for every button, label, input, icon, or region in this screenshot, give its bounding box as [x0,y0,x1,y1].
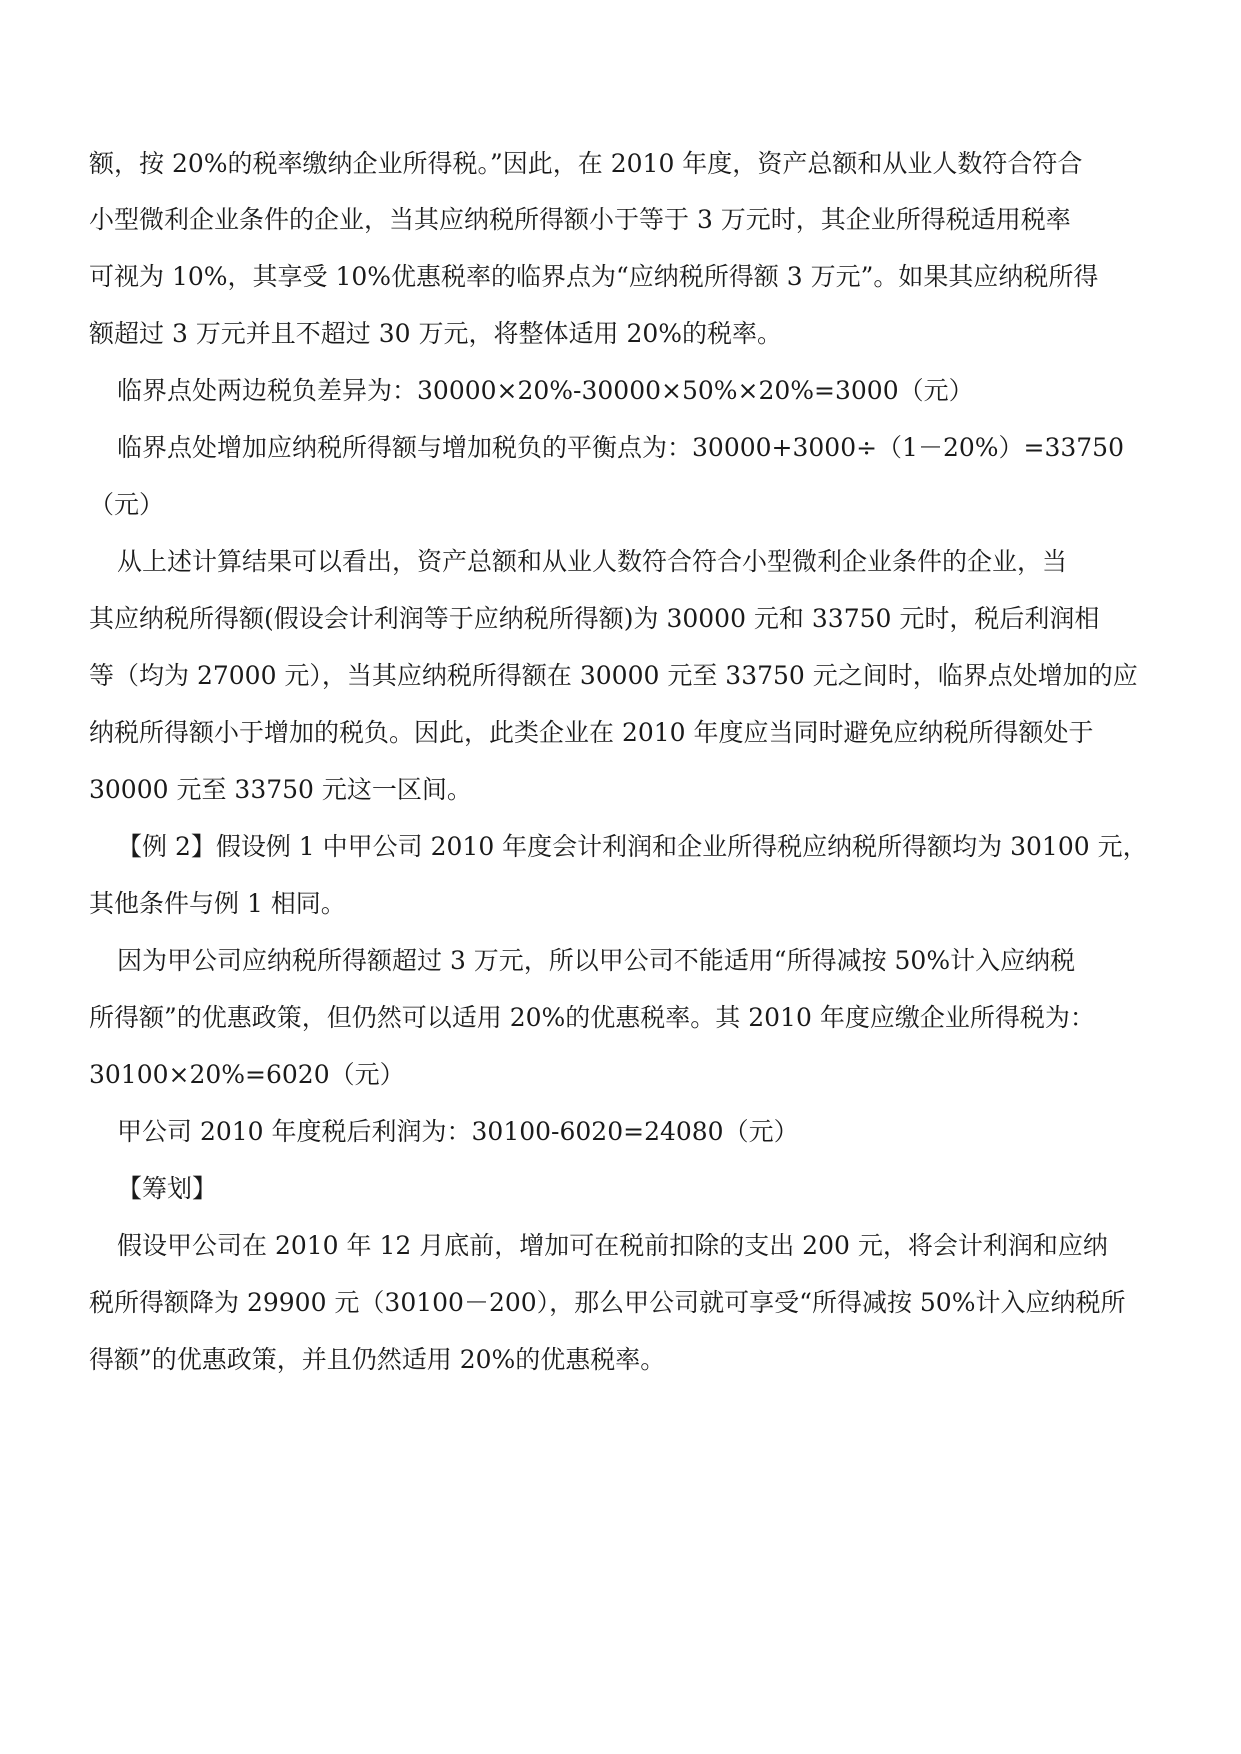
text-line: 从上述计算结果可以看出，资产总额和从业人数符合符合小型微利企业条件的企业，当 [117,547,1068,576]
text-line: 临界点处增加应纳税所得额与增加税负的平衡点为：30000+3000÷（1－20%）=33750 [117,433,1124,462]
text-line: 等（均为 27000 元），当其应纳税所得额在 30000 元至 33750 元之间时，临界点处增加的应 [89,661,1138,690]
text-line: 可视为 10%，其享受 10%优惠税率的临界点为“应纳税所得额 3 万元”。如果其应纳税所得 [89,262,1099,291]
text-line: 30000 元至 33750 元这一区间。 [89,775,472,804]
text-line: 税所得额降为 29900 元（30100－200），那么甲公司就可享受“所得减按 50%计入应纳税所 [89,1288,1126,1317]
text-line: 【例 2】假设例 1 中甲公司 2010 年度会计利润和企业所得税应纳税所得额均为 30100 元， [117,832,1148,861]
text-line: 其应纳税所得额(假设会计利润等于应纳税所得额)为 30000 元和 33750 元时，税后利润相 [89,604,1100,633]
text-line: （元） [89,490,165,519]
text-line: 其他条件与例 1 相同。 [89,889,346,918]
text-line: 临界点处两边税负差异为：30000×20%-30000×50%×20%=3000（元） [117,376,974,405]
text-line: 【筹划】 [117,1174,218,1203]
text-line: 额，按 20%的税率缴纳企业所得税。”因此，在 2010 年度，资产总额和从业人数符合符合 [89,149,1083,178]
text-line: 甲公司 2010 年度税后利润为：30100-6020=24080（元） [117,1117,799,1146]
text-line: 所得额”的优惠政策，但仍然可以适用 20%的优惠税率。其 2010 年度应缴企业所得税为： [89,1003,1095,1032]
text-line: 额超过 3 万元并且不超过 30 万元，将整体适用 20%的税率。 [89,319,783,348]
text-line: 30100×20%=6020（元） [89,1060,405,1089]
text-line: 因为甲公司应纳税所得额超过 3 万元，所以甲公司不能适用“所得减按 50%计入应纳税 [117,946,1076,975]
text-line: 假设甲公司在 2010 年 12 月底前，增加可在税前扣除的支出 200 元，将会计利润和应纳 [117,1231,1108,1260]
text-line: 小型微利企业条件的企业，当其应纳税所得额小于等于 3 万元时，其企业所得税适用税率 [89,205,1071,234]
text-line: 得额”的优惠政策，并且仍然适用 20%的优惠税率。 [89,1345,666,1374]
text-line: 纳税所得额小于增加的税负。因此，此类企业在 2010 年度应当同时避免应纳税所得额处于 [89,718,1094,747]
